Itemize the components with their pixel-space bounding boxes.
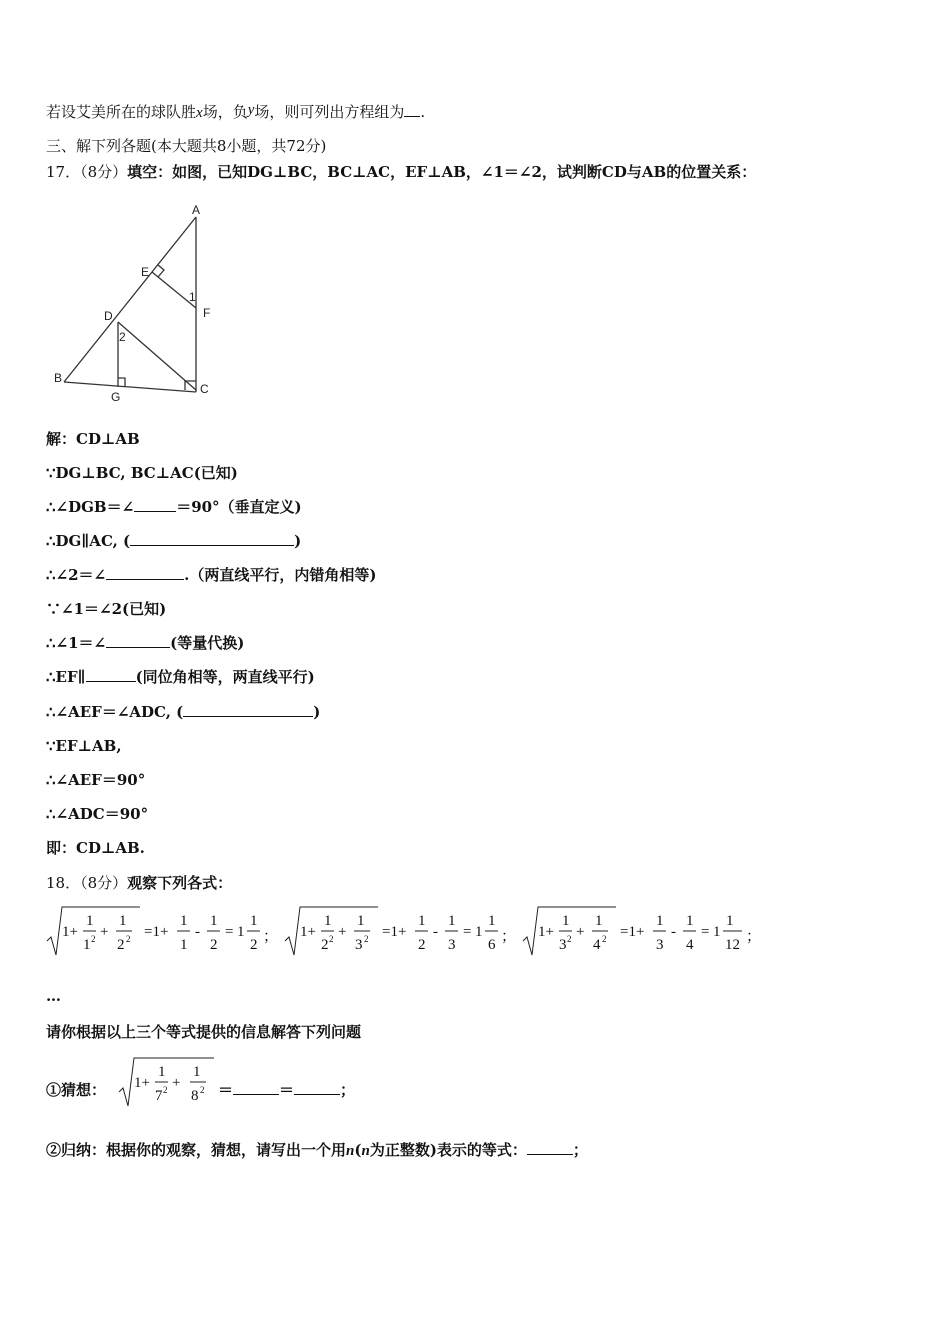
svg-text:1: 1 — [210, 913, 218, 929]
q17-step: 即：CD⊥AB. — [46, 839, 145, 857]
q17-step: ∴∠2＝∠ .（两直线平行，内错角相等) — [46, 566, 377, 584]
equation-2 — [285, 907, 516, 955]
guess-expression — [116, 1054, 226, 1110]
svg-text:+: + — [576, 924, 585, 940]
q17-number: 17． — [46, 163, 81, 181]
frac-den: 1 — [83, 937, 91, 953]
q17-step: 解：CD⊥AB — [46, 430, 140, 448]
right-angle-E — [158, 265, 164, 277]
svg-text:7: 7 — [155, 1088, 163, 1104]
q18-part1-label: ①猜想： — [46, 1081, 107, 1099]
label-2: 2 — [119, 330, 126, 344]
svg-text:1: 1 — [656, 913, 664, 929]
svg-text:+: + — [172, 1075, 181, 1091]
q17-step: ∵∠1＝∠2(已知) — [46, 600, 167, 618]
equation-3 — [523, 907, 761, 955]
blank-reason[interactable] — [183, 702, 313, 717]
svg-text:1: 1 — [448, 913, 456, 929]
svg-text:2: 2 — [200, 1085, 205, 1095]
q17-step: ∴∠DGB＝∠ ＝90°（垂直定义) — [46, 498, 302, 516]
svg-text:=: = — [463, 924, 472, 940]
svg-text:2: 2 — [126, 934, 131, 944]
section-title: 三、解下列各题(本大题共8小题，共72分) — [46, 137, 327, 155]
svg-text:1: 1 — [237, 924, 245, 940]
var-y: y — [247, 102, 255, 118]
svg-text:=1+: =1+ — [620, 924, 645, 940]
q18-part2: ②归纳：根据你的观察，猜想，请写出一个用n(n为正整数)表示的等式： ； — [46, 1141, 588, 1159]
svg-text:1: 1 — [713, 924, 721, 940]
q18-number: 18． — [46, 874, 81, 892]
svg-text:3: 3 — [448, 937, 456, 953]
q17-step: ∵EF⊥AB, — [46, 737, 122, 755]
svg-text:；: ； — [263, 929, 279, 945]
svg-text:1+: 1+ — [300, 924, 316, 940]
intro-end: . — [420, 103, 426, 121]
svg-text:1: 1 — [595, 913, 603, 929]
label-G: G — [111, 390, 121, 404]
intro-after: 场，则可列出方程组为 — [254, 103, 405, 121]
svg-text:1+: 1+ — [538, 924, 554, 940]
label-C: C — [200, 382, 209, 396]
svg-text:=1+: =1+ — [382, 924, 407, 940]
svg-text:2: 2 — [567, 934, 572, 944]
line-DC — [118, 322, 196, 390]
svg-text:1: 1 — [250, 913, 258, 929]
svg-text:1: 1 — [475, 924, 483, 940]
svg-text:1: 1 — [119, 913, 127, 929]
svg-text:；: ； — [501, 929, 517, 945]
equation-1 — [47, 907, 278, 955]
svg-text:1: 1 — [686, 913, 694, 929]
label-1: 1 — [189, 290, 196, 304]
svg-text:2: 2 — [163, 1085, 168, 1095]
q18-stem — [46, 873, 232, 893]
svg-text:1: 1 — [418, 913, 426, 929]
label-B: B — [54, 371, 63, 385]
svg-text:4: 4 — [593, 937, 601, 953]
svg-text:3: 3 — [355, 937, 363, 953]
svg-text:6: 6 — [488, 937, 496, 953]
ellipsis: … — [46, 987, 61, 1005]
svg-text:8: 8 — [191, 1088, 199, 1104]
line-BA — [64, 217, 196, 382]
label-E: E — [141, 265, 150, 279]
svg-text:2: 2 — [602, 934, 607, 944]
svg-text:；: ； — [746, 929, 762, 945]
blank-guess-1[interactable] — [233, 1080, 279, 1095]
svg-text:-: - — [433, 924, 438, 940]
q17-stem — [46, 162, 756, 182]
svg-text:-: - — [671, 924, 676, 940]
svg-text:1: 1 — [180, 937, 188, 953]
svg-text:12: 12 — [725, 937, 740, 953]
blank-angle[interactable] — [106, 565, 184, 580]
q17-step: ∴DG∥AC, ( ) — [46, 532, 302, 550]
intro-before-x: 若设艾美所在的球队胜 — [46, 103, 197, 121]
svg-text:-: - — [195, 924, 200, 940]
q18-instruction: 请你根据以上三个等式提供的信息解答下列问题 — [46, 1023, 362, 1041]
svg-text:1: 1 — [180, 913, 188, 929]
svg-text:2: 2 — [210, 937, 218, 953]
svg-text:1: 1 — [488, 913, 496, 929]
svg-text:4: 4 — [686, 937, 694, 953]
svg-text:1: 1 — [193, 1064, 201, 1080]
svg-text:=1+: =1+ — [144, 924, 169, 940]
label-F: F — [203, 306, 211, 320]
svg-text:3: 3 — [559, 937, 567, 953]
svg-text:1: 1 — [562, 913, 570, 929]
q17-step: ∴EF∥ (同位角相等，两直线平行) — [46, 668, 315, 686]
svg-text:2: 2 — [250, 937, 258, 953]
svg-text:1: 1 — [324, 913, 332, 929]
answer-blank[interactable] — [404, 102, 420, 117]
q17-step: ∵DG⊥BC, BC⊥AC(已知) — [46, 464, 238, 482]
equation-row — [44, 903, 764, 961]
svg-text:+: + — [100, 924, 109, 940]
label-A: A — [192, 203, 201, 217]
svg-text:1+: 1+ — [62, 924, 78, 940]
svg-text:2: 2 — [91, 934, 96, 944]
svg-text:+: + — [338, 924, 347, 940]
svg-text:1: 1 — [158, 1064, 166, 1080]
svg-text:2: 2 — [418, 937, 426, 953]
svg-text:2: 2 — [321, 937, 329, 953]
q17-score: （8分） — [80, 163, 128, 181]
intro-line — [46, 102, 425, 123]
geometry-figure — [46, 200, 226, 405]
q17-text: 填空：如图，已知DG⊥BC，BC⊥AC，EF⊥AB，∠1＝∠2，试判断CD与AB的位置关系： — [127, 163, 757, 181]
q18-score: （8分） — [80, 874, 128, 892]
svg-text:=: = — [225, 924, 234, 940]
label-D: D — [104, 309, 113, 323]
q17-step: ∴∠ADC＝90° — [46, 805, 149, 823]
svg-text:3: 3 — [656, 937, 664, 953]
blank-angle[interactable] — [134, 497, 176, 512]
svg-text:1: 1 — [726, 913, 734, 929]
svg-text:2: 2 — [117, 937, 125, 953]
var-n: n — [361, 1143, 370, 1159]
q17-step: ∴∠1＝∠ (等量代换) — [46, 634, 245, 652]
intro-mid: 场，负 — [202, 103, 248, 121]
q18-text: 观察下列各式： — [127, 874, 233, 892]
var-x: x — [196, 105, 203, 121]
svg-text:2: 2 — [329, 934, 334, 944]
q17-step: ∴∠AEF＝90° — [46, 771, 146, 789]
blank-angle[interactable] — [106, 633, 170, 648]
frac-num: 1 — [86, 913, 94, 929]
blank-line[interactable] — [86, 667, 136, 682]
svg-text:=: = — [701, 924, 710, 940]
var-n: n — [346, 1143, 355, 1159]
blank-reason[interactable] — [130, 531, 294, 546]
q18-part1-answers: ＝ ＝ ； — [218, 1081, 356, 1099]
line-BC — [64, 382, 196, 392]
svg-text:1+: 1+ — [134, 1075, 150, 1091]
svg-text:2: 2 — [364, 934, 369, 944]
svg-text:1: 1 — [357, 913, 365, 929]
blank-formula[interactable] — [527, 1140, 573, 1155]
q17-step: ∴∠AEF＝∠ADC, ( ) — [46, 703, 321, 721]
blank-guess-2[interactable] — [294, 1080, 340, 1095]
